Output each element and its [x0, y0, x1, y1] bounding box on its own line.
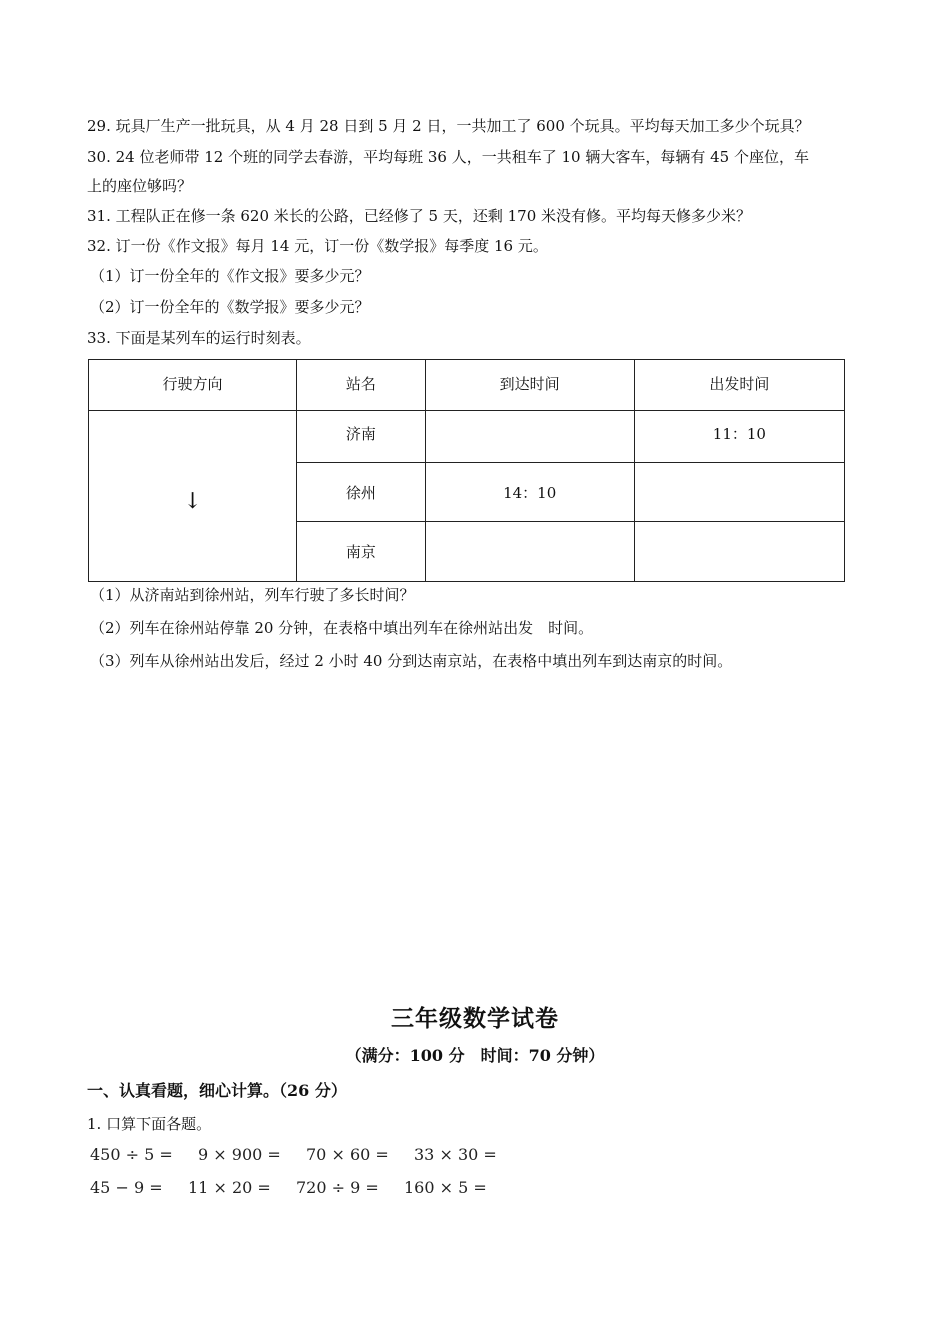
header-direction: 行驶方向: [89, 360, 297, 411]
arrive-cell: [425, 411, 634, 463]
calc-row-2: [90, 1178, 487, 1197]
depart-cell: 11：10: [634, 411, 844, 463]
station-cell: 徐州: [297, 463, 425, 522]
question-31: 31. 工程队正在修一条 620 米长的公路，已经修了 5 天，还剩 170 米没有修。平均每天修多少米？: [87, 207, 752, 225]
direction-cell: [89, 411, 297, 582]
header-depart-time: 出发时间: [634, 360, 844, 411]
calc-item: 450 ÷ 5 =: [90, 1145, 173, 1164]
calc-row-1: [90, 1145, 497, 1164]
exam-title: 三年级数学试卷: [391, 1005, 559, 1032]
arrive-cell: [425, 522, 634, 582]
header-station: 站名: [297, 360, 425, 411]
question-1: 1. 口算下面各题。: [87, 1115, 212, 1133]
calc-item: 9 × 900 =: [198, 1145, 281, 1164]
question-33-part1: （1）从济南站到徐州站，列车行驶了多长时间？: [90, 586, 415, 604]
section-1-heading: 一、认真看题，细心计算。（26 分）: [87, 1081, 347, 1100]
calc-item: 70 × 60 =: [306, 1145, 389, 1164]
header-arrive-time: 到达时间: [425, 360, 634, 411]
down-arrow-icon: ↓: [183, 488, 202, 514]
depart-cell: [634, 463, 844, 522]
calc-item: 11 × 20 =: [188, 1178, 271, 1197]
calc-item: 33 × 30 =: [414, 1145, 497, 1164]
question-29: 29. 玩具厂生产一批玩具，从 4 月 28 日到 5 月 2 日，一共加工了 600 个玩具。平均每天加工多少个玩具？: [87, 117, 810, 135]
question-30-line2: 上的座位够吗？: [87, 177, 193, 195]
table-row: [89, 411, 845, 463]
timetable-header-row: [89, 360, 845, 411]
question-32-part2: （2）订一份全年的《数学报》要多少元？: [90, 298, 370, 316]
station-cell: 南京: [297, 522, 425, 582]
question-33: 33. 下面是某列车的运行时刻表。: [87, 329, 311, 347]
depart-cell: [634, 522, 844, 582]
question-32: 32. 订一份《作文报》每月 14 元，订一份《数学报》每季度 16 元。: [87, 237, 548, 255]
calc-item: 45 − 9 =: [90, 1178, 163, 1197]
calc-item: 720 ÷ 9 =: [296, 1178, 379, 1197]
train-timetable: [88, 359, 845, 582]
exam-subtitle: （满分：100 分 时间：70 分钟）: [345, 1046, 605, 1065]
question-33-part2: （2）列车在徐州站停靠 20 分钟，在表格中填出列车在徐州站出发 时间。: [90, 619, 594, 637]
arrive-cell: 14：10: [425, 463, 634, 522]
question-30-line1: 30. 24 位老师带 12 个班的同学去春游，平均每班 36 人，一共租车了 10 辆大客车，每辆有 45 个座位，车: [87, 148, 809, 166]
calc-item: 160 × 5 =: [404, 1178, 487, 1197]
question-33-part3: （3）列车从徐州站出发后，经过 2 小时 40 分到达南京站，在表格中填出列车到达南京的时间。: [90, 652, 733, 670]
question-32-part1: （1）订一份全年的《作文报》要多少元？: [90, 267, 370, 285]
station-cell: 济南: [297, 411, 425, 463]
